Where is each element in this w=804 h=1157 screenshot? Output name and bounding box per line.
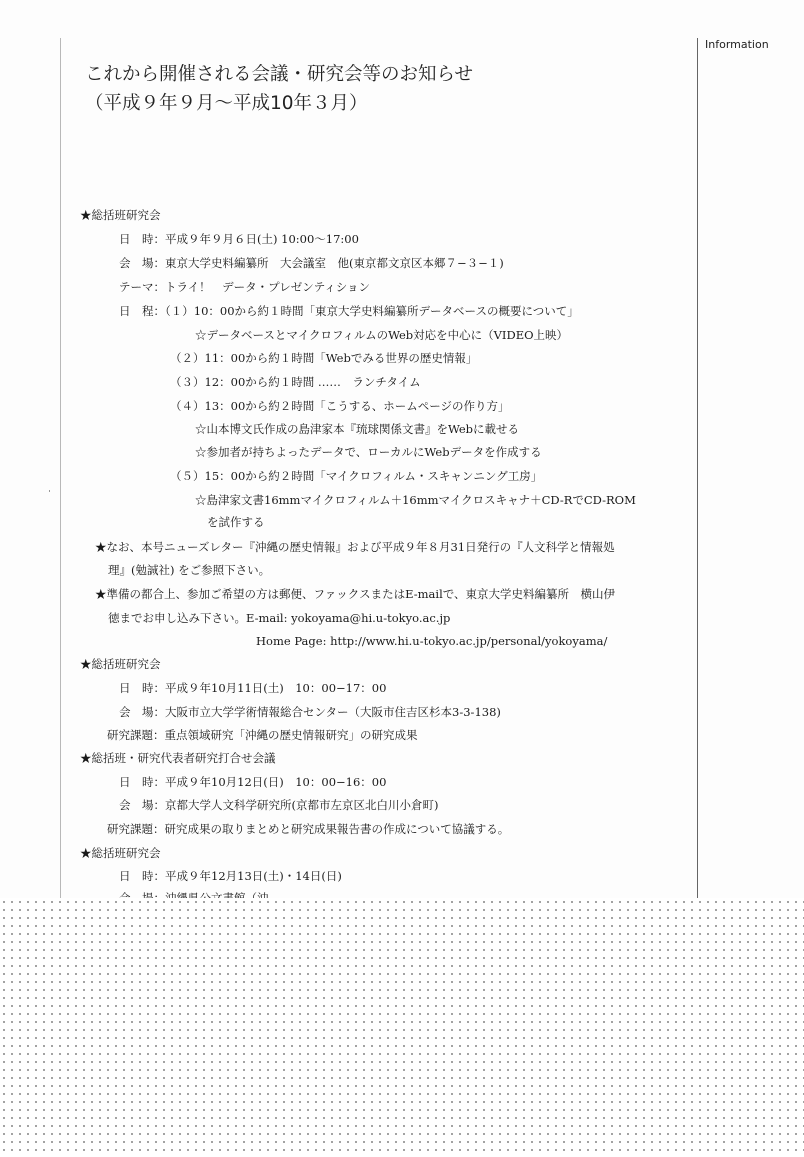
meeting1-schedule-2: （２）11：00から約１時間「Webでみる世界の歴史情報」 [170, 351, 478, 365]
application-homepage: Home Page: http://www.hi.u-tokyo.ac.jp/personal/yokoyama/ [256, 634, 608, 648]
reference-note-cont: 理』(勉誠社) をご参照下さい。 [108, 563, 271, 577]
meeting1-schedule-4-note-b: ☆参加者が持ちよったデータで、ローカルにWebデータを作成する [195, 445, 542, 459]
heading-joint-meeting: ★総括班・研究代表者研究打合せ会議 [80, 751, 276, 765]
application-email: 徳までお申し込み下さい。E-mail: yokoyama@hi.u-tokyo.ac.jp [108, 611, 451, 625]
meeting1-schedule-1: 日 程：（１）10：00から約１時間「東京大学史料編纂所データベースの概要について」 [119, 304, 579, 318]
meeting1-schedule-4: （４）13：00から約２時間「こうする、ホームページの作り方」 [170, 399, 510, 413]
heading-general-meeting-3: ★総括班研究会 [80, 846, 161, 860]
section-label: Information [705, 38, 769, 51]
scan-mark [49, 490, 50, 492]
heading-general-meeting-1: ★総括班研究会 [80, 208, 161, 222]
application-note: ★準備の都合上、参加ご希望の方は郵便、ファックスまたはE-mailで、東京大学史料編纂所 横山伊 [95, 587, 616, 601]
meeting1-schedule-3: （３）12：00から約１時間 …… ランチタイム [170, 375, 421, 389]
meeting2-topic: 研究課題：重点領域研究「沖縄の歴史情報研究」の研究成果 [107, 728, 418, 742]
meeting1-schedule-4-note-a: ☆山本博文氏作成の島津家本『琉球関係文書』をWebに載せる [195, 422, 520, 436]
meeting3-topic: 研究課題：研究成果の取りまとめと研究成果報告書の作成について協議する。 [107, 822, 510, 836]
meeting1-schedule-1-note: ☆データベースとマイクロフィルムのWeb対応を中心に（VIDEO上映） [195, 328, 569, 342]
meeting3-datetime: 日 時：平成９年10月12日(日) 10：00−16：00 [119, 775, 387, 789]
meeting3-venue: 会 場：京都大学人文科学研究所(京都市左京区北白川小倉町) [119, 798, 439, 812]
meeting4-datetime: 日 時：平成９年12月13日(土)・14日(日) [119, 869, 342, 883]
reference-note: ★なお、本号ニューズレター『沖縄の歴史情報』および平成９年８月31日発行の『人文科学と情報処 [95, 540, 615, 554]
meeting1-venue: 会 場：東京大学史料編纂所 大会議室 他(東京都文京区本郷７−３−１) [119, 256, 504, 270]
meeting2-venue: 会 場：大阪市立大学学術情報総合センター（大阪市住吉区杉本3-3-138) [119, 705, 501, 719]
meeting1-datetime: 日 時：平成９年９月６日(土) 10:00〜17:00 [119, 232, 359, 246]
meeting1-schedule-5-note-cont: を試作する [207, 515, 265, 529]
dotted-overlay [0, 898, 804, 1157]
page-title: これから開催される会議・研究会等のお知らせ [85, 64, 473, 85]
left-margin-rule [60, 38, 61, 898]
page-subtitle-period: （平成９年９月〜平成10年３月） [85, 93, 368, 114]
meeting1-schedule-5-note: ☆島津家文書16mmマイクロフィルム＋16mmマイクロスキャナ＋CD-RでCD-ROM [195, 493, 636, 507]
heading-general-meeting-2: ★総括班研究会 [80, 657, 161, 671]
right-column-rule [697, 38, 698, 898]
meeting1-schedule-5: （５）15：00から約２時間「マイクロフィルム・スキャンニング工房」 [170, 469, 543, 483]
meeting1-theme: テーマ：トライ！ データ・プレゼンティション [119, 280, 371, 294]
meeting2-datetime: 日 時：平成９年10月11日(土) 10：00−17：00 [119, 681, 387, 695]
